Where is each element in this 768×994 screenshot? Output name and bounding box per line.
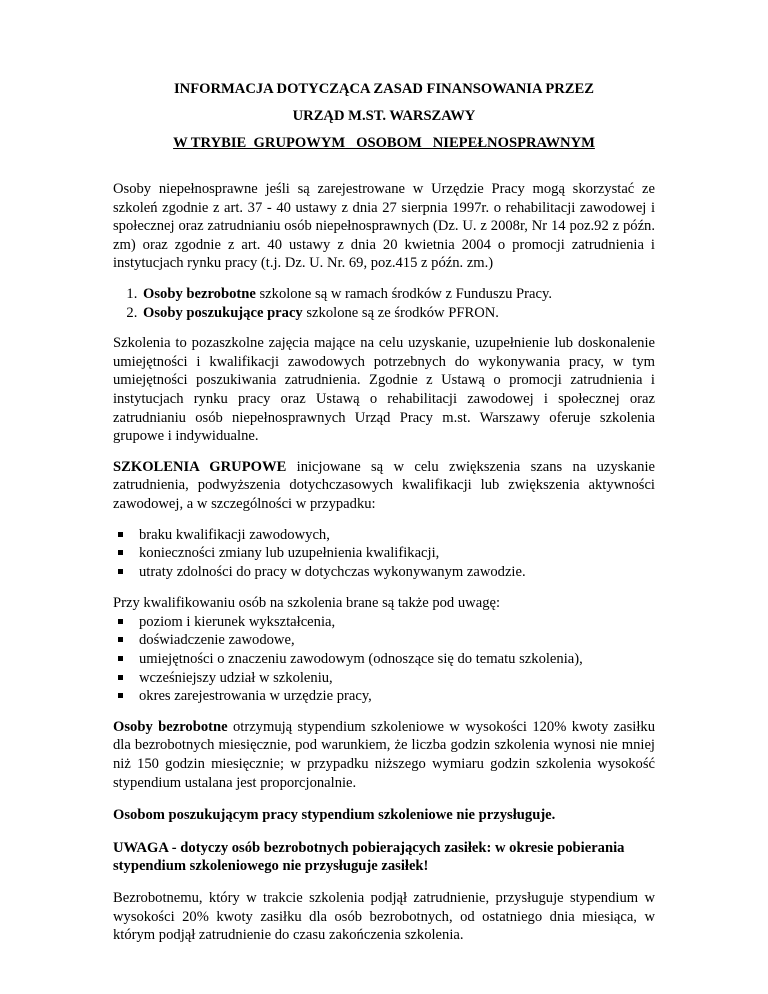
funding-item-unemployed — [141, 285, 655, 304]
group-training-paragraph — [113, 458, 655, 514]
title-line-2: URZĄD M.ST. WARSZAWY — [292, 108, 476, 124]
list-item — [113, 526, 655, 545]
list-item-text: okres zarejestrowania w urzędzie pracy, — [139, 688, 372, 705]
funding-item-jobseekers — [141, 304, 655, 323]
list-item — [113, 563, 655, 582]
square-bullet-icon — [118, 656, 123, 661]
funding-item-bold: Osoby bezrobotne — [143, 285, 256, 302]
list-item-text: wcześniejszy udział w szkoleniu, — [139, 669, 333, 686]
funding-item-text: szkolone są w ramach środków z Funduszu Pracy. — [255, 285, 552, 302]
list-item-text: braku kwalifikacji zawodowych, — [139, 526, 330, 543]
group-training-heading: SZKOLENIA GRUPOWE — [113, 458, 287, 475]
stipend-bold: Osoby bezrobotne — [113, 718, 228, 735]
title-line-3: W TRYBIE GRUPOWYM OSOBOM NIEPEŁNOSPRAWNYM — [173, 135, 595, 151]
square-bullet-icon — [118, 619, 123, 624]
group-training-text: inicjowane są w celu zwiększenia szans na uzyskanie zatrudnienia, podwyższenia dotychczasowych kwalifikacji lub zwiększenia aktywności zawodowej, a w szczególności w przypadku: — [113, 458, 655, 512]
title-line-1: INFORMACJA DOTYCZĄCA ZASAD FINANSOWANIA PRZEZ — [173, 81, 595, 97]
funding-item-text: szkolone są ze środków PFRON. — [302, 304, 499, 321]
qualification-list — [113, 613, 655, 706]
qualification-intro: Przy kwalifikowaniu osób na szkolenia brane są także pod uwagę: — [113, 595, 501, 612]
list-item — [113, 669, 655, 688]
list-item-text: utraty zdolności do pracy w dotychczas wykonywanym zawodzie. — [139, 563, 526, 580]
list-item-text: poziom i kierunek wykształcenia, — [139, 613, 336, 630]
list-item-text: umiejętności o znaczeniu zawodowym (odnoszące się do tematu szkolenia), — [139, 651, 583, 668]
employment-stipend-paragraph: Bezrobotnemu, który w trakcie szkolenia podjął zatrudnienie, przysługuje stypendium w wysokości 20% kwoty zasiłku dla osób bezrobotnych, od ostatniego dnia miesiąca, w którym podjął zatrudnienie do czasu zakończenia szkolenia. — [113, 890, 655, 944]
intro-paragraph: Osoby niepełnosprawne jeśli są zarejestrowane w Urzędzie Pracy mogą skorzystać ze szkoleń zgodnie z art. 37 - 40 ustawy z dnia 27 sierpnia 1997r. o rehabilitacji zawodowej i społecznej oraz zatrudnianiu osób niepełnosprawnych (Dz. U. z 2008r, Nr 14 poz.92 z późn. zm) oraz zgodnie z art. 40 ustawy z dnia 20 kwietnia 2004 o promocji zatrudnienia i instytucjach rynku pracy (t.j. Dz. U. Nr. 69, poz.415 z późn. zm.) — [113, 181, 655, 272]
list-item — [113, 650, 655, 669]
stipend-paragraph — [113, 718, 655, 792]
list-item — [113, 687, 655, 706]
funding-item-bold: Osoby poszukujące pracy — [143, 304, 303, 321]
square-bullet-icon — [118, 569, 123, 574]
square-bullet-icon — [118, 550, 123, 555]
document-title — [113, 80, 655, 152]
definition-paragraph: Szkolenia to pozaszkolne zajęcia mające na celu uzyskanie, uzupełnienie lub doskonalenie umiejętności i kwalifikacji zawodowych potrzebnych do wykonywania pracy, w tym umiejętności poszukiwania zatrudnienia. Zgodnie z Ustawą o promocji zatrudnienia i instytucjach rynku pracy oraz Ustawą o rehabilitacji zawodowej i społecznej oraz zatrudnianiu osób niepełnosprawnych Urząd Pracy m.st. Warszawy oferuje szkolenia grupowe i indywidualne. — [113, 335, 655, 445]
list-item — [113, 613, 655, 632]
stipend-text: otrzymują stypendium szkoleniowe w wysokości 120% kwoty zasiłku dla bezrobotnych miesięcznie, pod warunkiem, że liczba godzin szkolenia wynosi nie mniej niż 150 godzin miesięcznie; w przypadku niższego wymiaru godzin szkolenia wysokość stypendium ustalana jest proporcjonalnie. — [113, 718, 655, 791]
list-item-text: konieczności zmiany lub uzupełnienia kwalifikacji, — [139, 545, 440, 562]
square-bullet-icon — [118, 693, 123, 698]
list-item — [113, 544, 655, 563]
square-bullet-icon — [118, 675, 123, 680]
funding-list — [113, 285, 655, 322]
square-bullet-icon — [118, 637, 123, 642]
group-cases-list — [113, 526, 655, 582]
list-item — [113, 631, 655, 650]
list-item-text: doświadczenie zawodowe, — [139, 632, 295, 649]
warning-note: UWAGA - dotyczy osób bezrobotnych pobierających zasiłek: w okresie pobierania stypendium szkoleniowego nie przysługuje zasiłek! — [113, 839, 625, 875]
document-page — [113, 80, 655, 945]
jobseekers-note: Osobom poszukującym pracy stypendium szkoleniowe nie przysługuje. — [113, 807, 556, 824]
square-bullet-icon — [118, 532, 123, 537]
